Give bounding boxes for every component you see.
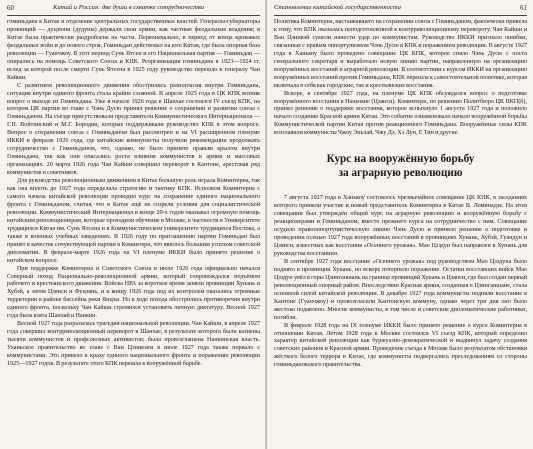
right-running-head: Становление китайской государственности: [274, 4, 401, 11]
right-page-number: 61: [520, 4, 527, 12]
left-page: [0, 0, 266, 449]
chapter-title-line-1: Курс на вооружённую борьбу: [326, 153, 475, 166]
chapter-title-line-2: за аграрную революцию: [338, 167, 463, 180]
paragraph: гоминьдана в Китае и отделение центральных государственных властей. Генералы-губернаторы провинций — дуцзюни (дудуны) держали свои армии, как частные феодальные владения; в Китае была практически раздроблена на части. Первоначально, в период от конца кровавых феодальных войн и до нового строя, Гоминьдан действовал на юге Китая, где была опорная база революции — Гуанчжоу. В этот период Сунь Ятсен и его Национальная партия — Гоминьдан — опирались на помощь Советского Союза и КПК. Реорганизация гоминьдана в 1923—1924 гг. вслед за которой после смерти Сунь Ятсена в 1925 году руководство перешло к генералу Чан Кайши.: [7, 19, 260, 81]
paragraph: Весной 1927 года разразилась трагедия национальной революции. Чан Кайши, в апреле 1927 года совершил контрреволюционный переворот в Шанхае, в результате которого были казнены тысячи коммунистов и профсоюзных активистов; была провозглашена Нанкинская власть. Уханьское правительство во главе с Ван Цзинвэем в июле 1927 года также порвало с коммунистами. Это привело к краху единого национального фронта и поражению революции 1925—1927 годов. В результате этого КПК перешла к вооружённой борьбе.: [7, 321, 260, 367]
paragraph: Политика Коминтерна, настаивавшего на сохранении союза с Гоминьданом, фактически привела к тому, что КПК оказалась неподготовленной к контрреволюционному перевороту. Чан Кайши и Ван Цзинвэй сумели нанести удар по коммунистам. Руководство ИККИ признало ошибки, связанные с правым оппортунизмом Чэнь Дусю в КПК и поражением революции. В августе 1927 года в Ханькоу было проведено совещание ЦК КПК, которое сняло Чэнь Дусю с поста генерального секретаря и выработало новую линию партии, направленную на организацию вооружённых восстаний и аграрной революции. В соответствии с курсом ИККИ на организацию вооружённых восстаний против Гоминьдана, КПК перешла к самостоятельной политике, которая включала в себя как городские, так и крестьянские восстания.: [274, 19, 527, 89]
right-page: [267, 0, 533, 449]
paragraph: С развитием революционного движения обострились разногласия внутри Гоминьдана, ситуация внутри единого фронта стала крайне сложной. В апреле 1925 года в ЦК КПК возник вопрос о выходе из Гоминьдана. Уже в начале 1926 года в Шанхае состоялся IV съезд КПК, на котором ЦК партии во главе с Чэнь Дусю принял решение о сохранении и развитии союза с Гоминьданом. На съезде присутствовали представители Коммунистического Интернационала — Г.Н. Войтинский и М.Г. Бородин, которые поддерживали руководство КПК в этом вопросе. Вопрос о сохранении союза с Гоминьданом был рассмотрен и на VI расширенном пленуме ИККИ в феврале 1926 года, где китайские коммунисты получили рекомендации продолжать сотрудничество с Гоминьданом, что, однако, не было принято правым крылом внутри Гоминьдана, так как они опасались роста влияния коммунистов в армии и массовых организациях. 20 марта 1926 года Чан Кайши совершил переворот в Кантоне, арестовав ряд коммунистов и советников.: [7, 82, 260, 177]
paragraph: 7 августа 1927 года в Ханькоу состоялось чрезвычайное совещание ЦК КПК, в заседаниях которого приняли участие и новый представитель Коминтерна в Китае В. Ломинадзе. На этом совещании был утверждён общий курс на аграрную революцию и вооружённую борьбу с реакционерами и Гоминьданом, вместо прежнего курса на сотрудничество с ним. Совещание осудило правооппортунистическую линию Чэнь Дусю и приняло решение о подготовке и проведении осенью 1927 года вооружённых восстаний в провинциях Хунань, Хубэй, Гуандун и Цзянси, известных как восстания «Осеннего урожая». Мао Цзэдун был направлен в Хунань для руководства восстанием.: [274, 195, 527, 257]
left-page-text: [7, 19, 260, 369]
chapter-title: [274, 152, 527, 180]
paragraph: Для руководства революционным движением в Китае большую роль играла Коминтерна, так как она вплоть до 1927 года определяла стратегию и тактику КПК. Исполком Коминтерна с самого начала китайской революции проводил курс на сохранение единого национального фронта с Гоминьданом, считая, что в Китае ещё не созрели условия для социалистической революции. Коммунистический Интернационал в конце 20-х годов оказывал огромную помощь китайским революционерам, которые проходили обучение в Москве, в частности в Университете трудящихся Китая им. Сунь Ятсена и в Коммунистическом университете трудящихся Востока, а также в военных учебных заведениях. В 1926 году по приглашению партии Гоминьдан был принят в качестве сочувствующей партии в Коминтерн, что явилось большим успехом советской дипломатии. В феврале-марте 1926 года на VI пленуме ИККИ было принято решение о китайском вопросе.: [7, 178, 260, 264]
paragraph: В феврале 1928 года на IX пленуме ИККИ было принято решение о курсе Коминтерна в отношении Китая. Летом 1928 года в Москве состоялся VI съезд КПК, который определил характер китайской революции как буржуазно-демократической и выдвинул задачу создания советских районов и Красной армии. Проведение съезда в Москве было результатом обстановки жёсткого белого террора в Китае, где коммунисты подвергались преследованиям со стороны гоминьдановского правительства.: [274, 322, 527, 369]
right-page-text: [274, 19, 527, 370]
left-running-head: Китай и Россия: две души в схватке сотрудничества: [53, 4, 204, 11]
right-page-header: [274, 4, 527, 16]
left-page-header: [7, 4, 260, 16]
paragraph: В сентябре 1927 года восстание «Осеннего урожая» под руководством Мао Цзэдуна было поднято в провинции Хунань, но вскоре потерпело поражение. Остатки восставших войск Мао Цзэдун увёл в горы Цзинганшань на границе провинций Хунань и Цзянси, где был создан первый революционный опорный район. Впоследствии Красная армия, созданная в Цзинганшане, стала основной силой китайской революции. В декабре 1927 года коммунисты подняли восстание в Кантоне (Гуанчжоу) и провозгласили Кантонскую коммуну, однако через три дня оно было жестоко подавлено. Многие коммунисты, в том числе и советские дипломатические работники, погибли.: [274, 258, 527, 321]
paragraph: Вскоре, в сентябре 1927 года, на пленуме ЦК КПК обсуждался вопрос о подготовке вооружённого восстания в Наньчане (Цзянси). Коминтерн, по решению Политбюро ЦК ВКП(б), принял решение о поддержке восстания, которое вспыхнуло 1 августа 1927 года и положило начало созданию Красной армии Китая. Это событие ознаменовало начало вооружённой борьбы Коммунистической партии Китая против реакционного Гоминьдана. Вооружённые силы КПК возглавили коммунисты Чжоу Эньлай, Чжу Дэ, Хэ Лун, Е Тин и другие.: [274, 90, 527, 137]
paragraph: При поддержке Коминтерна и Советского Союза в июле 1926 года официально начался Северный поход Национально-революционной армии, который сопровождался подъёмом рабочего и крестьянского движения. Войска НРА за короткое время заняли провинции Хунань и Хубэй, а затем Цзянси и Фуцзянь, и к концу 1926 года под их контролем оказались огромные территории в районе бассейна реки Янцзы. Но в ходе похода обострились противоречия внутри единого фронта, поскольку Чан Кайши стремился установить личную диктатуру. Весной 1927 года была взята Шанхай и Нанкин.: [7, 265, 260, 320]
left-page-number: 60: [7, 4, 14, 12]
